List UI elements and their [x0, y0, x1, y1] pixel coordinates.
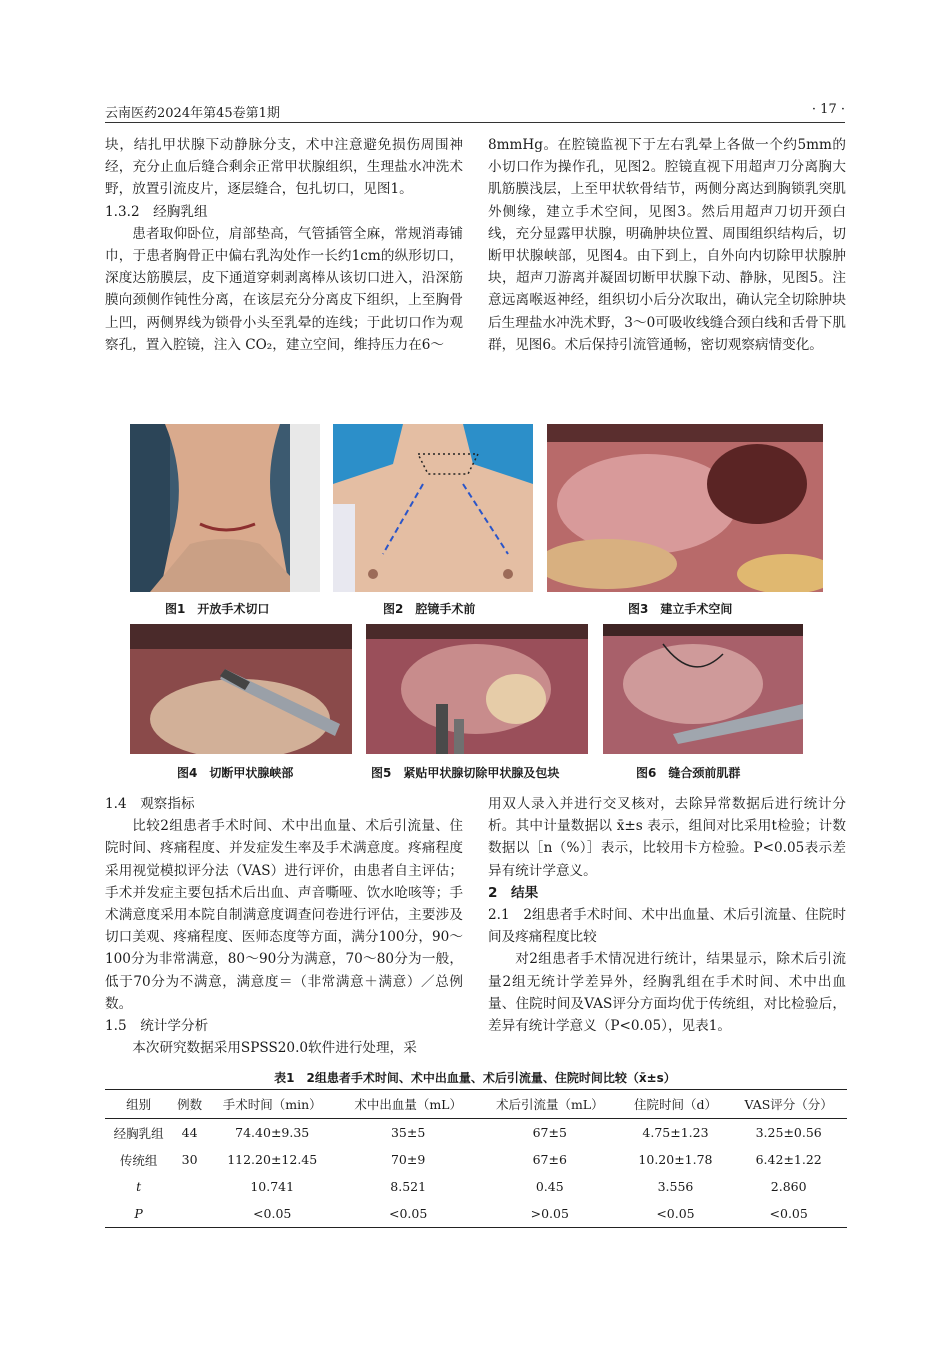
table-cell: [172, 1200, 207, 1228]
journal-name: 云南医药2024年第45卷第1期: [105, 106, 280, 121]
table-header-cell: 术中出血量（mL）: [337, 1090, 479, 1119]
section-heading: 1.3.2 经胸乳组: [105, 203, 208, 220]
table-header-cell: VAS评分（分）: [730, 1090, 847, 1119]
table-title: 表1 2组患者手术时间、术中出血量、术后引流量、住院时间比较（x̄±s）: [274, 1071, 676, 1085]
section-heading: 2 结果: [488, 884, 539, 901]
table-cell: 传统组: [119, 1152, 158, 1168]
table-header-cell: 例数: [172, 1090, 207, 1119]
left-column-top: [105, 134, 463, 356]
figure-3-caption: 图3 建立手术空间: [628, 602, 733, 616]
paragraph: 比较2组患者手术时间、术中出血量、术后引流量、住院时间、疼痛程度、并发症发生率及手术满意度。疼痛程度采用视觉模拟评分法（VAS）进行评价，由患者自主评估；手术并发症主要包括术后出血、声音嘶哑、饮水呛咳等；手术满意度采用本院自制满意度调查问卷进行评估，主要涉及切口美观、疼痛程度、医师态度等方面，满分100分，90～100分为非常满意，80～90分为满意，70～80分为一般，低于70分为不满意，满意度＝（非常满意＋满意）／总例数。: [105, 818, 463, 1012]
table-row: [105, 1200, 847, 1228]
paragraph: 8mmHg。在腔镜监视下于左右乳晕上各做一个约5mm的小切口作为操作孔，见图2。腔镜直视下用超声刀分离胸大肌筋膜浅层，上至甲状软骨结节，两侧分离达到胸锁乳突肌外侧缘，建立手术空间，见图3。然后用超声刀切开颈白线，充分显露甲状腺，明确肿块位置、周围组织结构后，切断甲状腺峡部，见图4。由下到上，自外向内切除甲状腺肿块，超声刀游离并凝固切断甲状腺下动、静脉，见图5。注意远离喉返神经，组织切小后分次取出，确认完全切除肿块后生理盐水冲洗术野，3～0可吸收线缝合颈白线和舌骨下肌群，见图6。术后保持引流管通畅，密切观察病情变化。: [488, 137, 846, 353]
section-heading: 1.5 统计学分析: [105, 1018, 209, 1035]
table-cell: 35±5: [390, 1125, 426, 1140]
table-header-cell: 组别: [105, 1090, 172, 1119]
table-row: [105, 1146, 847, 1173]
table-cell: <0.05: [730, 1200, 847, 1228]
table-cell: 67±6: [532, 1152, 567, 1167]
table-cell: 3.25±0.56: [755, 1125, 822, 1140]
figure-3-image: [547, 424, 823, 592]
figure-6-caption: 图6 缝合颈前肌群: [636, 766, 741, 780]
subsection-heading: 2.1 2组患者手术时间、术中出血量、术后引流量、住院时间及疼痛程度比较: [488, 907, 846, 946]
figure-5-image: [366, 624, 588, 754]
table-cell: 2.860: [770, 1179, 807, 1194]
table-cell: >0.05: [479, 1200, 621, 1228]
table-cell: 74.40±9.35: [235, 1125, 310, 1140]
running-header: [105, 100, 845, 123]
table-cell: <0.05: [207, 1200, 337, 1228]
table-cell: <0.05: [337, 1200, 479, 1228]
figure-1-image: [130, 424, 320, 592]
table-cell: [172, 1173, 207, 1200]
table-row: [105, 1173, 847, 1200]
paragraph: 对2组患者手术情况进行统计，结果显示，除术后引流量2组无统计学差异外，经胸乳组在手术时间、术中出血量、住院时间及VAS评分方面均优于传统组，对比检验后，差异有统计学意义（P<0.05），见表1。: [488, 951, 846, 1035]
table-cell: 经胸乳组: [113, 1125, 164, 1141]
figure-6-image: [603, 624, 803, 754]
page-number: · 17 ·: [811, 102, 845, 117]
figure-5-caption: 图5 紧贴甲状腺切除甲状腺及包块: [371, 766, 560, 780]
table-row: [105, 1119, 847, 1147]
table-cell: P: [105, 1200, 172, 1228]
table-header-cell: 术后引流量（mL）: [479, 1090, 621, 1119]
paragraph: 块，结扎甲状腺下动静脉分支，术中注意避免损伤周围神经，充分止血后缝合剩余正常甲状腺组织，生理盐水冲洗术野，放置引流皮片，逐层缝合，包扎切口，见图1。: [105, 137, 463, 198]
table-cell: 0.45: [535, 1179, 564, 1194]
table-cell: 67±5: [532, 1125, 567, 1140]
figure-1-caption: 图1 开放手术切口: [165, 602, 270, 616]
section-heading: 1.4 观察指标: [105, 796, 195, 812]
table-cell: 4.75±1.23: [642, 1125, 709, 1140]
figure-4-image: [130, 624, 352, 754]
table-cell: 3.556: [657, 1179, 694, 1194]
left-column-bottom: [105, 793, 463, 1059]
figure-2-image: [333, 424, 533, 592]
results-table: [105, 1089, 847, 1228]
table-header-row: [105, 1090, 847, 1119]
table-cell: <0.05: [621, 1200, 731, 1228]
table-cell: 112.20±12.45: [227, 1152, 318, 1167]
table-cell: 70±9: [390, 1152, 426, 1167]
paragraph: 本次研究数据采用SPSS20.0软件进行处理，采: [132, 1040, 417, 1057]
paragraph: 用双人录入并进行交叉核对，去除异常数据后进行统计分析。其中计量数据以 x̄±s 表示，组间对比采用t检验；计数数据以［n（%）］表示，比较用卡方检验。P<0.05表示差异有统计学意义。: [488, 796, 846, 879]
table-cell: 44: [181, 1125, 198, 1140]
table-cell: 10.20±1.78: [638, 1152, 713, 1167]
table-header-cell: 手术时间（min）: [207, 1090, 337, 1119]
figure-4-caption: 图4 切断甲状腺峡部: [177, 766, 294, 780]
right-column-top: [488, 134, 846, 356]
table-cell: t: [136, 1179, 142, 1194]
table-cell: 30: [181, 1152, 198, 1167]
table-cell: 10.741: [250, 1179, 295, 1194]
table-header-cell: 住院时间（d）: [621, 1090, 731, 1119]
table-cell: 6.42±1.22: [755, 1152, 822, 1167]
paragraph: 患者取仰卧位，肩部垫高，气管插管全麻，常规消毒铺巾，于患者胸骨正中偏右乳沟处作一长约1cm的纵形切口，深度达筋膜层，皮下通道穿刺剥离棒从该切口进入，沿深筋膜向颈侧作钝性分离，在该层充分分离皮下组织，上至胸骨上凹，两侧界线为锁骨小头至乳晕的连线；于此切口作为观察孔，置入腔镜，注入 CO₂，建立空间，维持压力在6～: [105, 225, 463, 353]
right-column-bottom: [488, 793, 846, 1037]
table-cell: 8.521: [390, 1179, 427, 1194]
figure-2-caption: 图2 腔镜手术前: [383, 602, 476, 616]
